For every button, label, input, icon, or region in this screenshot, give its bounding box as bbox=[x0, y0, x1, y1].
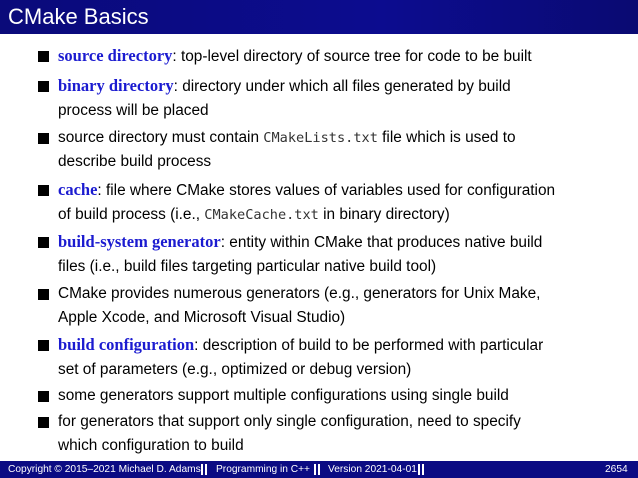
title-bar bbox=[0, 0, 638, 34]
item-text: : top-level directory of source tree for code to be built bbox=[172, 48, 532, 65]
footer-separator bbox=[205, 464, 207, 475]
item-text: source directory must contain bbox=[58, 129, 264, 146]
slide-title: CMake Basics bbox=[8, 4, 149, 29]
item-text: process will be placed bbox=[58, 102, 209, 119]
item-text: CMake provides numerous generators (e.g., generators for Unix Make, bbox=[58, 285, 541, 302]
item-text: Apple Xcode, and Microsoft Visual Studio) bbox=[58, 309, 346, 326]
footer-separator bbox=[314, 464, 316, 475]
footer-course: Programming in C++ bbox=[216, 464, 310, 475]
bullet-square-icon bbox=[38, 237, 49, 248]
bullet-square-icon bbox=[38, 391, 49, 402]
bullet-square-icon bbox=[38, 81, 49, 92]
bullet-square-icon bbox=[38, 51, 49, 62]
footer-separator bbox=[422, 464, 424, 475]
footer-version: Version 2021-04-01 bbox=[328, 464, 417, 475]
item-text: of build process (i.e., bbox=[58, 206, 205, 223]
item-text: : entity within CMake that produces native build bbox=[220, 234, 543, 251]
term: binary directory bbox=[58, 76, 174, 95]
item-text: : file where CMake stores values of variables used for configuration bbox=[97, 182, 556, 199]
bullet-square-icon bbox=[38, 417, 49, 428]
footer-page-number: 2654 bbox=[605, 464, 628, 475]
footer-bar bbox=[0, 461, 638, 478]
bullet-square-icon bbox=[38, 289, 49, 300]
item-text: files (i.e., build files targeting particular native build tool) bbox=[58, 258, 437, 275]
footer-separator bbox=[201, 464, 203, 475]
term: cache bbox=[58, 180, 98, 199]
code-filename: CMakeCache.txt bbox=[204, 207, 319, 223]
footer-copyright: Copyright © 2015–2021 Michael D. Adams bbox=[8, 464, 201, 475]
item-text: set of parameters (e.g., optimized or debug version) bbox=[58, 361, 412, 378]
code-filename: CMakeLists.txt bbox=[263, 130, 378, 146]
item-text: describe build process bbox=[58, 153, 212, 170]
item-text: some generators support multiple configurations using single build bbox=[58, 387, 509, 404]
term: source directory bbox=[58, 46, 173, 65]
item-text: which configuration to build bbox=[58, 437, 244, 454]
item-text: : directory under which all files generated by build bbox=[173, 78, 511, 95]
term: build configuration bbox=[58, 335, 195, 354]
bullet-square-icon bbox=[38, 185, 49, 196]
bullet-square-icon bbox=[38, 340, 49, 351]
item-text: in binary directory) bbox=[318, 206, 450, 223]
item-text: for generators that support only single configuration, need to specify bbox=[58, 413, 521, 430]
footer-separator bbox=[418, 464, 420, 475]
item-text: : description of build to be performed with particular bbox=[194, 337, 544, 354]
footer-separator bbox=[318, 464, 320, 475]
bullet-square-icon bbox=[38, 133, 49, 144]
item-text: file which is used to bbox=[377, 129, 516, 146]
term: build-system generator bbox=[58, 232, 221, 251]
